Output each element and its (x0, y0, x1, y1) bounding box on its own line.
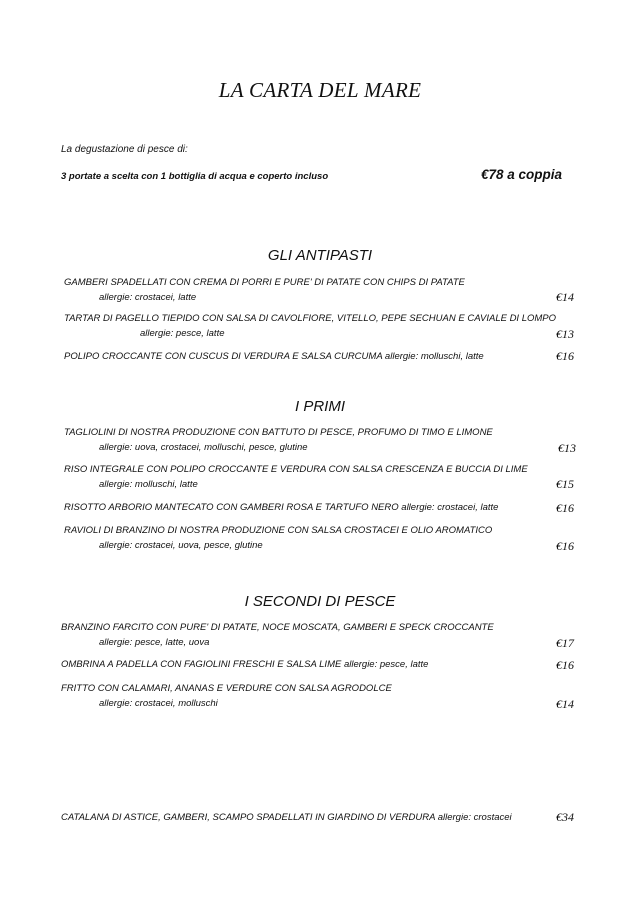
dish-allergens: allergie: crostacei, molluschi (99, 698, 218, 709)
dish-allergens: allergie: pesce, latte (140, 328, 225, 339)
dish-name: OMBRINA A PADELLA CON FAGIOLINI FRESCHI E SALSA LIME allergie: pesce, latte (61, 659, 429, 670)
special-dish-name: CATALANA DI ASTICE, GAMBERI, SCAMPO SPADELLATI IN GIARDINO DI VERDURA allergie: crostacei (61, 812, 512, 823)
dish-price: €16 (556, 349, 574, 363)
dish-name: FRITTO CON CALAMARI, ANANAS E VERDURE CON SALSA AGRODOLCE (61, 683, 392, 694)
dish-name: BRANZINO FARCITO CON PURE' DI PATATE, NOCE MOSCATA, GAMBERI E SPECK CROCCANTE (61, 622, 494, 633)
dish-allergens: allergie: molluschi, latte (99, 479, 198, 490)
dish-name: TAGLIOLINI DI NOSTRA PRODUZIONE CON BATTUTO DI PESCE, PROFUMO DI TIMO E LIMONE (64, 427, 493, 438)
dish-price: €13 (556, 327, 574, 341)
dish-name: POLIPO CROCCANTE CON CUSCUS DI VERDURA E SALSA CURCUMA allergie: molluschi, latte (64, 351, 484, 362)
dish-allergens: allergie: uova, crostacei, molluschi, pesce, glutine (99, 442, 308, 453)
dish-price: €15 (556, 477, 574, 491)
dish-name: RISO INTEGRALE CON POLIPO CROCCANTE E VERDURA CON SALSA CRESCENZA E BUCCIA DI LIME (64, 464, 528, 475)
section-heading-antipasti: GLI ANTIPASTI (267, 247, 373, 264)
tasting-price: €78 a coppia (481, 167, 563, 182)
dish-price: €16 (556, 658, 574, 672)
dish-name: GAMBERI SPADELLATI CON CREMA DI PORRI E PURE' DI PATATE CON CHIPS DI PATATE (64, 277, 465, 288)
dish-price: €16 (556, 501, 574, 515)
section-heading-primi: I PRIMI (294, 398, 345, 415)
intro-details: 3 portate a scelta con 1 bottiglia di acqua e coperto incluso (61, 171, 329, 182)
menu-title: LA CARTA DEL MARE (218, 78, 422, 102)
dish-price: €14 (556, 290, 574, 304)
special-dish-price: €34 (556, 810, 574, 824)
dish-allergens: allergie: crostacei, latte (99, 292, 197, 303)
dish-name: RAVIOLI DI BRANZINO DI NOSTRA PRODUZIONE CON SALSA CROSTACEI E OLIO AROMATICO (64, 525, 493, 536)
dish-allergens: allergie: crostacei, uova, pesce, glutine (99, 540, 263, 551)
dish-price: €16 (556, 539, 574, 553)
dish-name: TARTAR DI PAGELLO TIEPIDO CON SALSA DI CAVOLFIORE, VITELLO, PEPE SECHUAN E CAVIALE DI LOMPO (64, 313, 557, 324)
dish-allergens: allergie: pesce, latte, uova (99, 637, 210, 648)
dish-price: €13 (558, 441, 576, 455)
section-heading-secondi: I SECONDI DI PESCE (244, 593, 396, 610)
dish-price: €14 (556, 697, 574, 711)
dish-name: RISOTTO ARBORIO MANTECATO CON GAMBERI ROSA E TARTUFO NERO allergie: crostacei, latte (64, 502, 499, 513)
intro-text: La degustazione di pesce di: (61, 144, 188, 155)
dish-price: €17 (556, 636, 574, 650)
